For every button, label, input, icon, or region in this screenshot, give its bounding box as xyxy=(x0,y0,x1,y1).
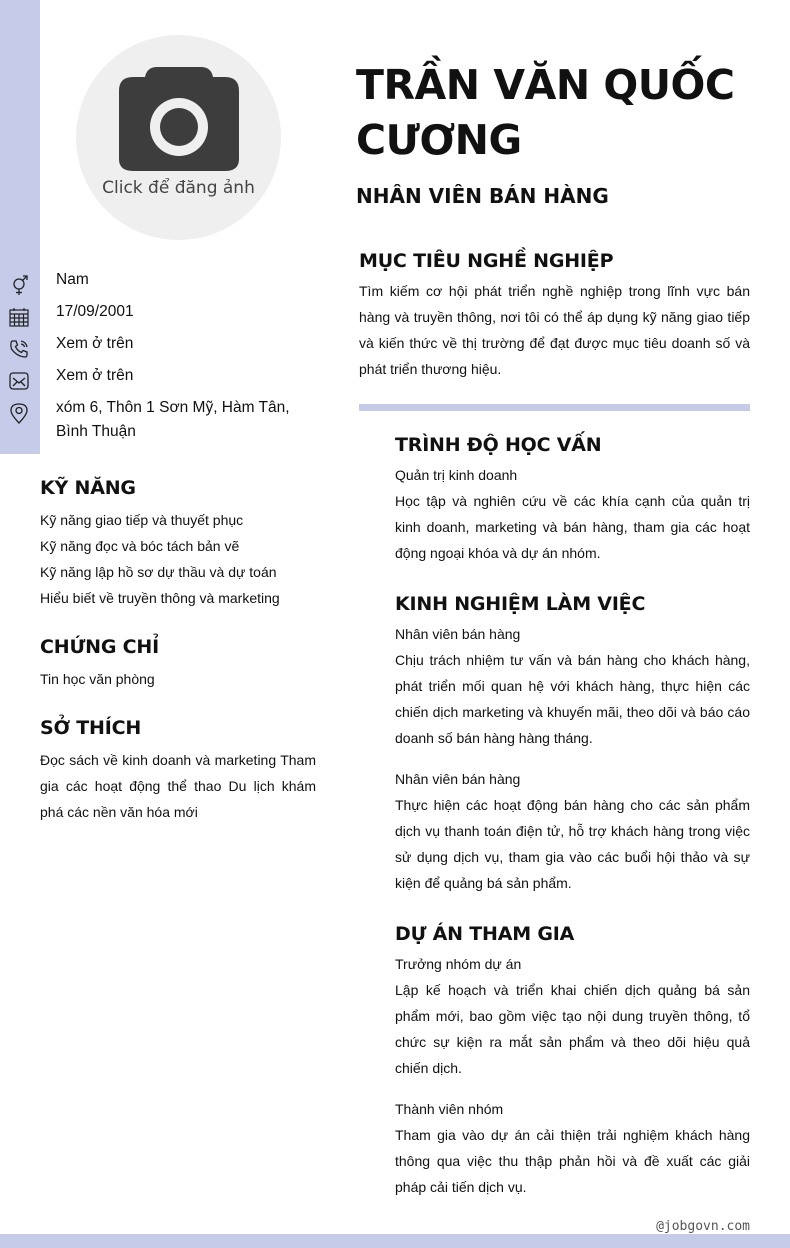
experience-item xyxy=(395,621,750,751)
experience-section xyxy=(395,593,750,896)
project-role: Thành viên nhóm xyxy=(395,1101,504,1117)
certificate-item: Tin học văn phòng xyxy=(40,671,155,687)
skill-item: Kỹ năng giao tiếp và thuyết phục xyxy=(40,512,244,528)
objective-title: MỤC TIÊU NGHỀ NGHIỆP xyxy=(359,250,614,272)
project-text: Tham gia vào dự án cải thiện trải nghiệm khách hàng thông qua việc thu thập phản hồi và đề xuất các giải pháp cải tiến dịch vụ. xyxy=(395,1127,750,1195)
camera-icon xyxy=(117,65,241,173)
candidate-name: TRẦN VĂN QUỐC CƯƠNG xyxy=(356,61,735,164)
experience-position: Nhân viên bán hàng xyxy=(395,771,521,787)
experience-text: Thực hiện các hoạt động bán hàng cho các sản phẩm dịch vụ thanh toán điện tử, hỗ trợ khách hàng trong việc sử dụng dịch vụ, tham gia vào các buổi hội thảo và sự kiện để quảng bá sản phẩm. xyxy=(395,797,750,891)
skill-item: Kỹ năng lập hồ sơ dự thầu và dự toán xyxy=(40,564,277,580)
project-item xyxy=(395,1096,750,1200)
experience-title: KINH NGHIỆM LÀM VIỆC xyxy=(395,593,646,615)
project-role: Trưởng nhóm dự án xyxy=(395,956,522,972)
info-phone xyxy=(0,332,320,364)
info-email xyxy=(0,364,320,396)
info-birthday xyxy=(0,300,320,332)
email-value: Xem ở trên xyxy=(56,367,134,384)
location-pin-icon xyxy=(8,402,30,424)
info-address xyxy=(0,396,320,444)
phone-value: Xem ở trên xyxy=(56,335,134,352)
job-title: NHÂN VIÊN BÁN HÀNG xyxy=(356,184,609,208)
education-text: Học tập và nghiên cứu về các khía cạnh của quản trị kinh doanh, marketing và bán hàng, tham gia các hoạt động ngoại khóa và dự án nhóm. xyxy=(395,493,750,561)
contact-info xyxy=(0,268,320,444)
gender-value: Nam xyxy=(56,271,89,288)
education-major: Quản trị kinh doanh xyxy=(395,467,518,483)
certificates-section xyxy=(40,636,316,692)
hobbies-text: Đọc sách về kinh doanh và marketing Tham gia các hoạt động thể thao Du lịch khám phá các nền văn hóa mới xyxy=(40,752,316,820)
objective-section xyxy=(359,250,750,382)
phone-icon xyxy=(8,338,30,360)
email-icon xyxy=(8,370,30,392)
address-value: xóm 6, Thôn 1 Sơn Mỹ, Hàm Tân, Bình Thuận xyxy=(56,399,290,440)
photo-upload[interactable] xyxy=(76,35,281,240)
experience-position: Nhân viên bán hàng xyxy=(395,626,521,642)
hobbies-section xyxy=(40,717,316,825)
education-section xyxy=(395,434,750,566)
projects-section xyxy=(395,923,750,1200)
skill-item: Kỹ năng đọc và bóc tách bản vẽ xyxy=(40,538,240,554)
experience-item xyxy=(395,766,750,896)
skill-item: Hiểu biết về truyền thông và marketing xyxy=(40,590,280,606)
hobbies-title: SỞ THÍCH xyxy=(40,717,142,739)
birthday-value: 17/09/2001 xyxy=(56,303,134,320)
bottom-accent-bar xyxy=(0,1234,790,1248)
photo-caption: Click để đăng ảnh xyxy=(102,178,255,198)
section-divider xyxy=(359,404,750,411)
objective-text: Tìm kiếm cơ hội phát triển nghề nghiệp trong lĩnh vực bán hàng và truyền thông, nơi tôi có thể áp dụng kỹ năng giao tiếp và kiến thức về thị trường để đạt được mục tiêu doanh số và phát triển thương hiệu. xyxy=(359,283,750,377)
certificates-title: CHỨNG CHỈ xyxy=(40,636,159,658)
gender-icon xyxy=(8,274,30,296)
experience-text: Chịu trách nhiệm tư vấn và bán hàng cho khách hàng, phát triển mối quan hệ với khách hàng, thực hiện các chiến dịch marketing và khuyến mãi, theo dõi và báo cáo doanh số bán hàng hàng tháng. xyxy=(395,652,750,746)
project-item xyxy=(395,951,750,1081)
calendar-icon xyxy=(8,306,30,328)
education-title: TRÌNH ĐỘ HỌC VẤN xyxy=(395,434,602,456)
watermark: @jobgovn.com xyxy=(656,1219,750,1234)
info-gender xyxy=(0,268,320,300)
skills-title: KỸ NĂNG xyxy=(40,477,136,499)
projects-title: DỰ ÁN THAM GIA xyxy=(395,923,575,945)
project-text: Lập kế hoạch và triển khai chiến dịch quảng bá sản phẩm mới, bao gồm việc tạo nội dung truyền thông, tổ chức sự kiện ra mắt sản phẩm và theo dõi hiệu quả chiến dịch. xyxy=(395,982,750,1076)
skills-section xyxy=(40,477,316,611)
